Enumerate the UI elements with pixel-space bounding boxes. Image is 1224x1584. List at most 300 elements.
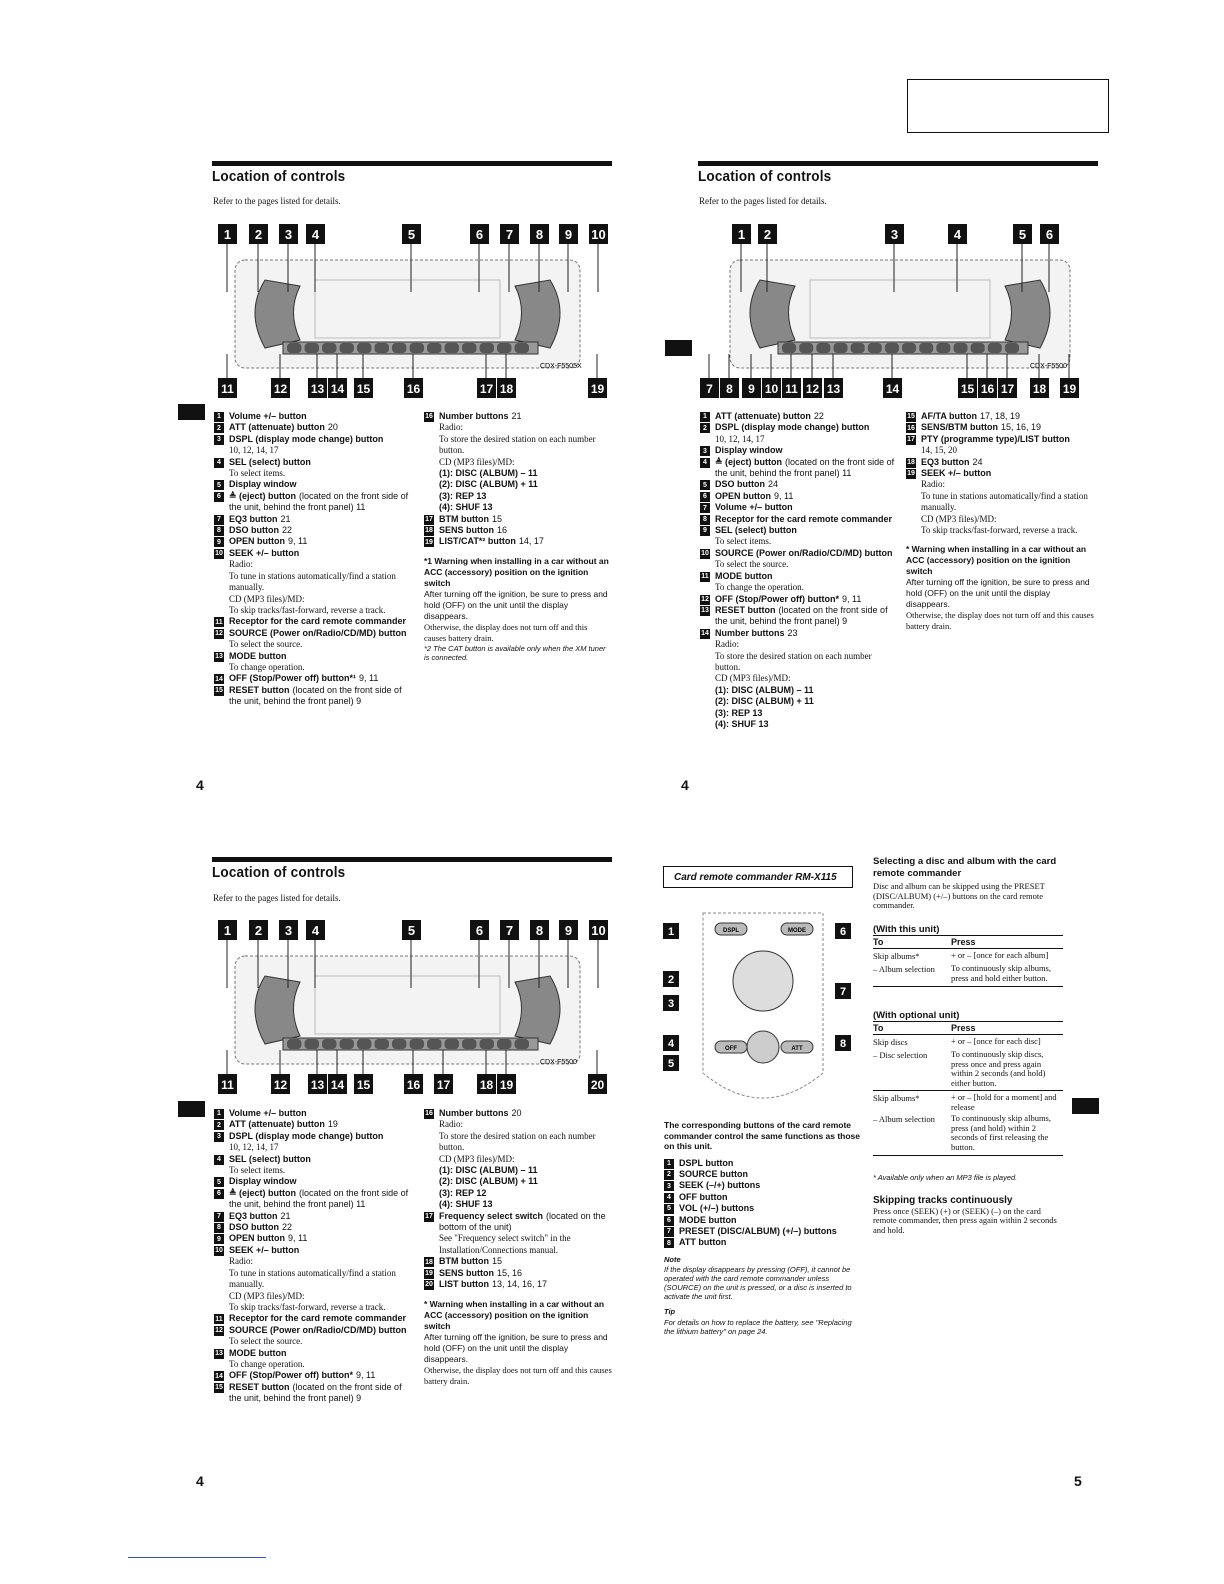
item-number: 14 [215,675,223,683]
table-cell: + or – [once for each disc] [951,1036,1041,1046]
item-number: 8 [664,1238,674,1248]
remote-face [663,903,863,1113]
item-label: SEEK +/– button [921,468,992,479]
warning-warn-body2: Otherwise, the display does not turn off and this causes battery drain. [424,1364,612,1386]
table-cell: To continuously skip albums, press and hold either button. [951,963,1051,983]
rule-p1 [212,161,612,166]
item-number: 8 [214,526,224,536]
table-end-rule [873,1155,1063,1156]
unit-diagram-p1 [205,222,610,400]
item-label: BTM button [439,1256,489,1267]
sub-item: (3): REP 13 [439,490,487,501]
remote-items [664,1158,860,1249]
item-label: Number buttons [439,411,509,421]
item-6 [214,491,410,514]
item-6 [700,491,896,502]
strip-button [357,343,372,353]
item-number: 13 [701,607,709,615]
item-number: 9 [214,1234,224,1244]
note-text: If the display disappears by pressing (OFF), it cannot be operated with the card remote commander unless (SOURCE) on the unit is pressed, or a disc is inserted to activate the unit first. [664,1265,852,1302]
table-title: (With optional unit) [873,1010,960,1021]
warning [424,1299,612,1387]
callout-number: 4 [953,227,962,242]
unit-diagram-p2 [700,222,1100,400]
item-9 [214,536,410,547]
item-10 [214,548,410,559]
sub-item: (4): SHUF 13 [439,1199,493,1210]
item-number: 18 [907,458,915,466]
item-number: 19 [425,1269,433,1277]
item-2 [214,422,410,433]
table-row [873,1050,1063,1088]
strip-button [340,343,355,353]
item-label: SOURCE button [679,1168,748,1179]
item-18 [906,457,1094,468]
select-body: Disc and album can be skipped using the PRESET (DISC/ALBUM) (+/–) buttons on the card remote commander. [873,881,1045,910]
item-pages: 15 [491,513,502,524]
item-6 [214,1188,410,1211]
sub-item: (2): DISC (ALBUM) + 11 [715,696,814,707]
item-14 [214,1370,410,1381]
item-number: 3 [700,446,710,456]
remote-button-label: MODE [788,928,806,934]
item-18 [424,525,610,536]
item-8 [214,1222,410,1233]
item-number: 5 [214,1177,224,1187]
strip-button [357,1039,372,1049]
strip-button [340,1039,355,1049]
item-pages: 16 [497,525,508,536]
item-number: 6 [214,492,224,502]
remote-callout-number: 8 [839,1038,847,1050]
item-number: 1 [664,1159,674,1169]
item-pages: 23 [787,627,798,638]
skip-title: Skipping tracks continuously [873,1195,1013,1207]
strip-button [462,1039,477,1049]
remote-callout-number: 1 [667,926,675,938]
item-label: LIST button [439,1279,489,1290]
item-desc: To select items. [715,536,772,547]
item-number: 5 [214,480,224,490]
callout-number: 12 [273,1078,288,1092]
table-cell: + or – [hold for a moment] and release [951,1092,1057,1112]
item-13 [214,1348,410,1359]
strip-button [868,343,882,353]
remote-item-8 [664,1237,860,1248]
tip-heading: Tip [664,1307,676,1317]
remote-button-label: ATT [791,1046,803,1052]
corner-box [907,79,1109,133]
table-optional-unit [873,1010,1063,1156]
table-cell: + or – [once for each album] [951,950,1049,960]
item-label: PRESET (DISC/ALBUM) (+/–) buttons [679,1225,837,1236]
callout-number: 8 [535,227,544,242]
item-desc: To select items. [229,468,286,479]
item-number: 2 [664,1170,674,1180]
page-title-p3: Location of controls [212,864,346,881]
item-number: 1 [700,412,710,422]
page-number-p2: 4 [681,777,689,793]
sub-item: (3): REP 12 [439,1187,487,1198]
remote-title-box [663,866,853,888]
item-8 [214,525,410,536]
item-5 [700,479,896,490]
item-number: 14 [215,1372,223,1380]
warning-warn-title: * Warning when installing in a car without an ACC (accessory) position on the ignition switch [906,544,1087,577]
item-desc: Radio: To tune in stations automatically/find a station manually. CD (MP3 files)/MD: To skip tracks/fast-forward, reverse a track. [229,559,396,615]
item-10 [700,548,896,559]
item-label: EQ3 button [229,513,278,524]
callout-number: 4 [311,227,320,242]
table-divider [873,1090,1063,1091]
rule-p2 [698,161,1098,166]
table-cell: Skip discs [873,1037,908,1047]
item-pages: 15, 16, 19 [1001,422,1042,433]
item-number: 2 [214,1120,224,1130]
strip-button [322,343,337,353]
table-title: (With this unit) [873,924,940,935]
callout-number: 4 [311,923,320,938]
callout-number: 16 [406,1078,421,1092]
item-label: DSPL (display mode change) button [229,1130,384,1141]
item-desc: 10, 12, 14, 17 [715,433,765,444]
foot-note: * Available only when an MP3 file is played. [873,1173,1018,1182]
item-16 [424,1108,612,1119]
rule-p3 [212,857,612,862]
strip-button [919,343,933,353]
remote-callout-number: 4 [667,1038,675,1050]
remote-list [664,1120,860,1336]
item-number: 9 [214,537,224,547]
sub-item: (2): DISC (ALBUM) + 11 [439,1176,538,1187]
strip-button [515,343,530,353]
item-4 [214,1154,410,1165]
item-13 [214,651,410,662]
callout-number: 16 [406,382,421,396]
item-17 [424,514,610,525]
subtitle-p1: Refer to the pages listed for details. [213,196,341,206]
item-14 [214,673,410,684]
sub-item: (3): REP 13 [715,707,763,718]
remote-button-label: DSPL [722,928,740,934]
callout-number: 12 [273,382,288,396]
item-label: ≜ (eject) button [229,490,297,501]
item-pages: 24 [768,479,779,490]
strip-button [885,343,899,353]
item-pages: 21 [280,1210,291,1221]
item-3 [214,1131,410,1142]
skip-body: Press once (SEEK) (+) or (SEEK) (–) on the card remote commander, then press again within 2 seconds and hold. [873,1205,1057,1235]
page-number-p1: 4 [196,777,204,793]
strip-button [375,343,390,353]
item-9 [700,525,896,536]
item-number: 15 [907,413,915,421]
item-10 [214,1245,410,1256]
item-number: 11 [215,1315,223,1323]
callout-number: 2 [254,227,263,242]
item-2 [214,1119,410,1130]
item-pages: 17, 18, 19 [979,411,1021,421]
item-pages: 15, 16 [497,1267,523,1278]
callout-number: 6 [475,923,484,938]
item-label: Number buttons [439,1108,509,1118]
item-label: Display window [229,1176,297,1187]
list-p1-right [424,411,610,662]
item-label: Frequency select switch [439,1210,544,1221]
item-pages: 9, 11 [288,1233,308,1244]
strip-button [799,343,813,353]
item-17 [906,434,1094,445]
callout-number: 13 [826,382,841,396]
item-label: DSO button [715,479,765,490]
callout-number: 8 [726,382,733,396]
remote-callout-number: 3 [667,998,675,1010]
callout-number: 14 [330,1078,345,1092]
item-17 [424,1211,612,1234]
item-pages: 21 [511,411,522,421]
item-label: Volume +/– button [229,411,307,421]
callout-number: 17 [1000,382,1015,396]
strip-button [392,343,407,353]
callout-number: 5 [407,923,416,938]
item-desc: Radio: To tune in stations automatically/find a station manually. CD (MP3 files)/MD: To skip tracks/fast-forward, reverse a track. [921,479,1088,536]
item-number: 2 [214,423,224,433]
item-number: 15 [215,1384,223,1392]
item-desc: See "Frequency select switch" in the Installation/Connections manual. [439,1233,571,1255]
item-label: Receptor for the card remote commander [229,1313,407,1324]
callout-number: 14 [330,382,345,396]
item-desc: 10, 12, 14, 17 [229,1142,279,1153]
table-header [873,935,1063,949]
volume-knob-left [255,976,300,1044]
item-number: 4 [700,458,710,468]
item-number: 1 [214,412,224,422]
item-13 [700,605,896,628]
item-label: OPEN button [229,1233,285,1244]
table-row [873,964,1063,983]
table-row [873,951,1063,962]
table-row [873,1114,1063,1152]
callout-number: 13 [310,382,325,396]
remote-callout-number: 6 [839,926,847,938]
note-heading: Note [664,1254,681,1264]
list-p2-right [906,411,1094,632]
item-label: SOURCE (Power on/Radio/CD/MD) button [229,627,407,638]
strip-button [480,343,495,353]
strip-button [427,1039,442,1049]
item-label: ATT (attenuate) button [229,422,325,433]
item-9 [214,1233,410,1244]
item-label: Receptor for the card remote commander [229,616,407,627]
callout-number: 3 [284,923,293,938]
item-number: 6 [214,1189,224,1199]
item-number: 5 [700,480,710,490]
item-label: ≜ (eject) button [715,456,783,467]
item-label: SENS button [439,1267,494,1278]
item-desc: To change the operation. [715,582,804,593]
item-pages: 9, 11 [355,1370,376,1381]
table-header-cell: Press [951,937,976,947]
item-label: OFF (Stop/Power off) button* [229,1370,353,1381]
callout-number: 3 [890,227,899,242]
item-number: 19 [425,538,433,546]
model-label: CDX-F5505X [540,363,582,370]
item-label: MODE button [229,1347,287,1358]
callout-number: 5 [1018,227,1027,242]
item-desc: 10, 12, 14, 17 [229,445,279,456]
item-pages: 9, 11 [288,536,308,547]
item-20 [424,1279,612,1290]
model-label: CDX-F5500 [1030,363,1067,370]
item-number: 8 [700,515,710,525]
item-16 [906,422,1094,433]
item-number: 20 [425,1281,433,1289]
item-12 [214,628,410,639]
item-label: MODE button [715,570,773,581]
item-desc: To change operation. [229,661,305,672]
callout-number: 7 [505,227,514,242]
table-header-cell: To [873,1023,884,1033]
callout-number: 10 [591,227,606,242]
callout-number: 7 [505,923,514,938]
item-11 [700,571,896,582]
side-tab-p3 [178,1101,205,1117]
item-label: EQ3 button [921,456,970,467]
callout-number: 9 [564,923,573,938]
strip-button [392,1039,407,1049]
item-label: SEEK (–/+) buttons [679,1180,761,1191]
item-number: 16 [425,413,433,421]
strip-button [480,1039,495,1049]
item-19 [906,468,1094,479]
item-19 [424,1268,612,1279]
strip-button [497,343,512,353]
item-number: 10 [701,550,709,558]
callout-number: 20 [590,1078,605,1092]
remote-dpad [733,951,793,1011]
callout-number: 13 [310,1078,325,1092]
item-pages: 24 [972,456,983,467]
item-label: LIST/CAT*² button [439,536,516,547]
item-15 [214,685,410,708]
table-cell: – Album selection [873,964,935,974]
item-number: 7 [700,503,710,513]
item-number: 6 [700,492,710,502]
item-label: BTM button [439,513,489,524]
item-label: SEL (select) button [229,456,311,467]
item-1 [214,1108,410,1119]
table-cell: – Disc selection [873,1050,928,1060]
seek-knob-right [515,280,560,348]
item-number: 2 [700,423,710,433]
item-label: SEEK +/– button [229,547,300,558]
unit-face [205,918,610,1096]
item-label: MODE button [679,1214,737,1225]
callout-number: 9 [564,227,573,242]
item-7 [214,1211,410,1222]
callout-number: 6 [475,227,484,242]
callout-number: 10 [764,382,779,396]
item-desc: 14, 15, 20 [921,445,957,456]
item-label: DSO button [229,1222,279,1233]
remote-callout-number: 5 [667,1058,675,1070]
strip-button [902,343,916,353]
item-number: 4 [214,458,224,468]
item-pages: 9, 11 [358,673,379,684]
callout-number: 18 [1032,382,1047,396]
strip-button [851,343,865,353]
footnote: *2 The CAT button is available only when the XM tuner is connected. [424,643,606,662]
warning-warn-body2: Otherwise, the display does not turn off and this causes battery drain. [906,610,1094,632]
callout-number: 16 [980,382,995,396]
unit-diagram-p3 [205,918,610,1096]
item-number: 12 [215,1327,223,1335]
subtitle-p3: Refer to the pages listed for details. [213,893,341,903]
item-pages: 22 [813,411,824,421]
item-3 [214,434,410,445]
strip-button [497,1039,512,1049]
table-header-cell: Press [951,1023,976,1033]
strip-button [515,1039,530,1049]
item-number: 19 [907,470,915,478]
item-label: SEL (select) button [715,525,797,536]
item-number: 7 [214,515,224,525]
item-12 [700,594,896,605]
item-label: Display window [715,445,783,456]
item-12 [214,1325,410,1336]
item-label: RESET button [715,604,776,615]
page-number-p3: 4 [196,1473,204,1489]
item-number: 17 [425,515,433,523]
remote-diagram [663,903,863,1113]
callout-number: 9 [748,382,755,396]
item-pages: 20 [327,422,338,433]
item-pages: (located on the front side of the unit, behind the front panel) 9 [715,604,888,627]
item-3 [700,445,896,456]
strip-button [410,1039,425,1049]
strip-button [445,343,460,353]
table-cell: To continuously skip discs, press once and press again within 2 seconds (and hold) either button. [951,1049,1046,1088]
callout-number: 2 [763,227,772,242]
callout-number: 15 [356,1078,371,1092]
item-number: 12 [215,630,223,638]
volume-knob-left [750,280,795,348]
list-p2-left [700,411,896,730]
sub-item: (1): DISC (ALBUM) – 11 [439,468,538,479]
table-row [873,1093,1063,1112]
item-pages: 21 [280,513,291,524]
list-p3-left [214,1108,410,1405]
item-label: DSPL (display mode change) button [715,422,870,433]
callout-number: 19 [499,1078,514,1092]
item-label: EQ3 button [229,1210,278,1221]
item-label: Volume +/– button [229,1108,307,1118]
subtitle-p2: Refer to the pages listed for details. [699,196,827,206]
item-pages: 19 [327,1119,338,1130]
callout-number: 15 [960,382,975,396]
item-15 [214,1382,410,1405]
warning-warn-title: *1 Warning when installing in a car without an ACC (accessory) position on the ignition switch [424,555,609,588]
remote-title: Card remote commander RM-X115 [674,871,837,883]
item-number: 3 [214,435,224,445]
callout-number: 1 [737,227,746,242]
page-title-p1: Location of controls [212,168,346,185]
strip-button [833,343,847,353]
item-number: 18 [425,527,433,535]
item-pages: 13, 14, 16, 17 [491,1279,548,1290]
callout-number: 11 [221,1078,234,1092]
callout-number: 1 [223,227,232,242]
